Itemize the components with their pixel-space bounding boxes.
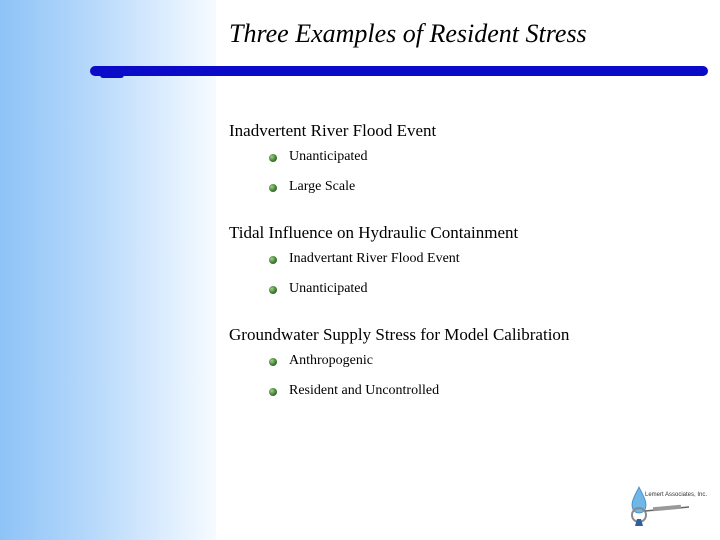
bullet-text: Inadvertant River Flood Event [289, 251, 460, 266]
bullet-text: Resident and Uncontrolled [289, 383, 440, 398]
section-heading: Tidal Influence on Hydraulic Containment [229, 223, 519, 242]
bullet-item [229, 376, 569, 406]
bullet-item [229, 142, 436, 172]
bullet-text: Unanticipated [289, 281, 368, 296]
section-heading: Inadvertent River Flood Event [229, 121, 437, 140]
title-rule-tab [100, 72, 124, 78]
section-groundwater-supply [229, 324, 569, 406]
section-heading: Groundwater Supply Stress for Model Calibration [229, 325, 570, 344]
bullet-icon [269, 388, 277, 396]
section-tidal-influence [229, 222, 518, 304]
bullet-item [229, 346, 569, 376]
bullet-icon [269, 184, 277, 192]
bullet-text: Anthropogenic [289, 353, 373, 368]
bullet-icon [269, 256, 277, 264]
bullet-text: Large Scale [289, 179, 356, 194]
bullet-text: Unanticipated [289, 149, 368, 164]
sidebar-gradient [0, 0, 216, 540]
logo-text: Lemert Associates, Inc. [645, 492, 708, 498]
bullet-icon [269, 286, 277, 294]
bullet-item [229, 274, 518, 304]
bullet-icon [269, 358, 277, 366]
bullet-icon [269, 154, 277, 162]
section-river-flood [229, 120, 436, 202]
slide-title: Three Examples of Resident Stress [229, 19, 587, 48]
bullet-item [229, 172, 436, 202]
title-rule-bar [90, 66, 708, 76]
bullet-item [229, 244, 518, 274]
